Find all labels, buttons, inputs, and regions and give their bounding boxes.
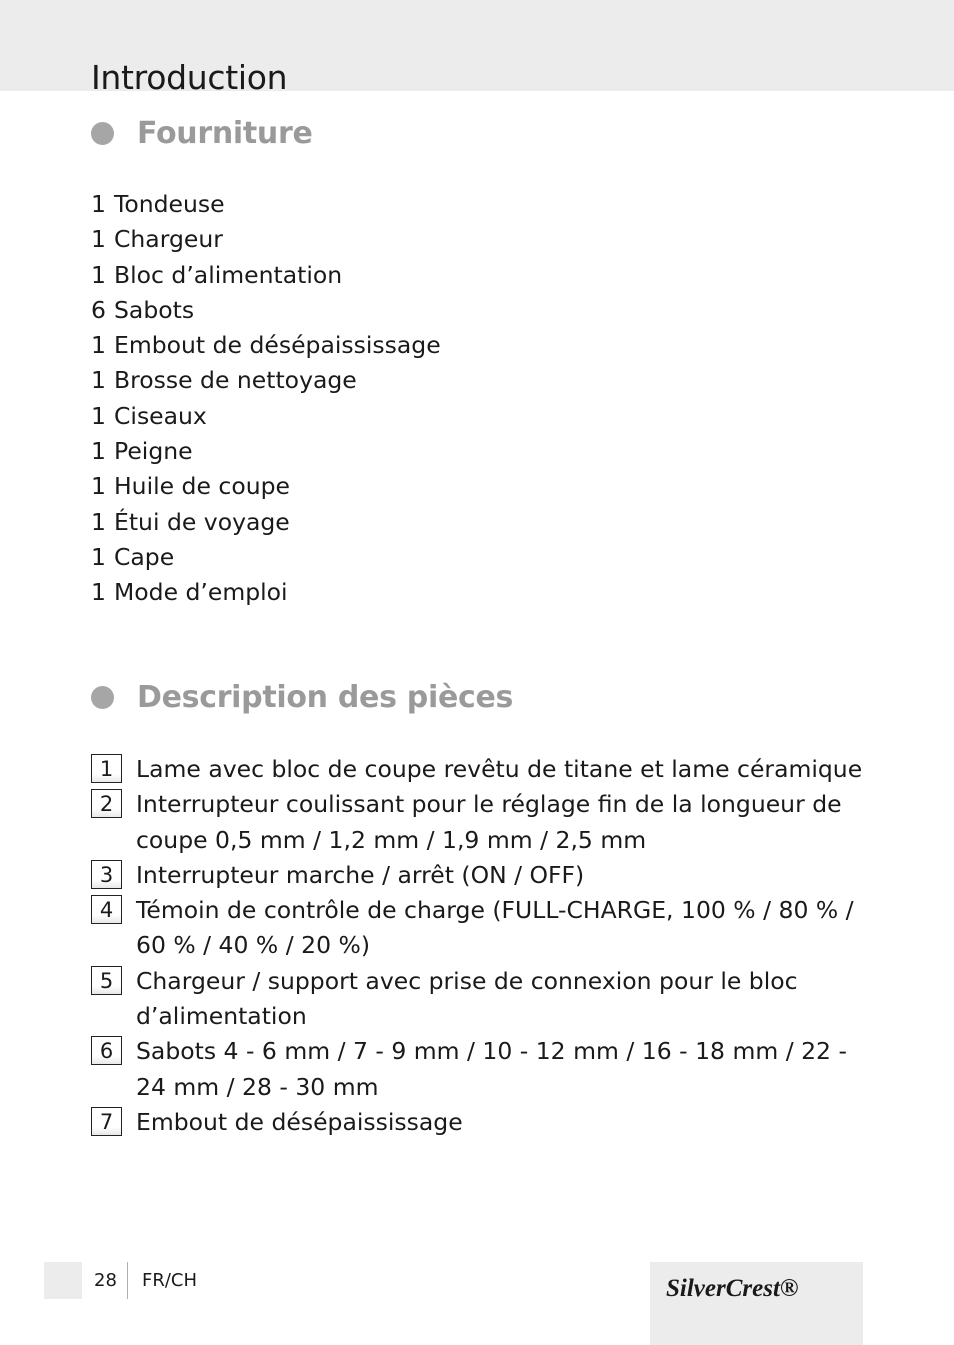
- parts-list: [91, 752, 881, 1140]
- list-item: [91, 258, 441, 293]
- part-item: [91, 893, 881, 964]
- item-quantity: 6: [91, 295, 106, 324]
- part-item: [91, 1105, 881, 1140]
- item-label: Huile de coupe: [114, 472, 290, 501]
- part-description: Sabots 4 - 6 mm / 7 - 9 mm / 10 - 12 mm / 16 - 18 mm / 22 - 24 mm / 28 - 30 mm: [136, 1037, 847, 1101]
- section-heading-supplies: [91, 113, 313, 153]
- part-number-box: 7: [91, 1107, 122, 1136]
- part-description: Chargeur / support avec prise de connexion pour le bloc d’alimentation: [136, 966, 798, 1031]
- section-heading-text: Fourniture: [137, 115, 313, 151]
- item-quantity: 1: [91, 190, 106, 218]
- list-item: [91, 222, 441, 257]
- item-quantity: 1: [91, 366, 106, 395]
- item-label: Mode d’emploi: [114, 578, 288, 607]
- item-label: Cape: [114, 542, 175, 571]
- part-number-box: 3: [91, 860, 122, 889]
- list-item: [91, 540, 441, 575]
- page-number: 28: [94, 1270, 117, 1291]
- bullet-dot-icon: [91, 122, 114, 145]
- list-item: [91, 187, 441, 222]
- item-quantity: 1: [91, 472, 106, 501]
- part-item: [91, 858, 881, 893]
- item-label: Ciseaux: [114, 401, 207, 430]
- item-label: Chargeur: [114, 225, 223, 254]
- item-quantity: 1: [91, 542, 106, 571]
- part-description: Témoin de contrôle de charge (FULL-CHARGE, 100 % / 80 % / 60 % / 40 % / 20 %): [136, 896, 854, 960]
- item-quantity: 1: [91, 578, 106, 607]
- item-quantity: 1: [91, 225, 106, 254]
- footer-divider: [127, 1262, 128, 1299]
- part-number-box: 2: [91, 789, 122, 818]
- part-number-box: 5: [91, 966, 122, 995]
- item-quantity: 1: [91, 260, 106, 289]
- item-label: Tondeuse: [114, 190, 225, 218]
- part-description: Embout de désépaississage: [136, 1107, 463, 1136]
- list-item: [91, 293, 441, 328]
- part-item: [91, 964, 881, 1035]
- part-description: Interrupteur marche / arrêt (ON / OFF): [136, 860, 585, 889]
- item-label: Brosse de nettoyage: [114, 366, 357, 395]
- brand-logo: [650, 1262, 863, 1312]
- list-item: [91, 575, 441, 610]
- section-heading-parts: [91, 677, 513, 717]
- part-description: Interrupteur coulissant pour le réglage fin de la longueur de coupe 0,5 mm / 1,2 mm / 1,9 mm / 2,5 mm: [136, 790, 842, 854]
- item-quantity: 1: [91, 331, 106, 360]
- item-label: Embout de désépaississage: [114, 331, 441, 360]
- part-description: Lame avec bloc de coupe revêtu de titane et lame céramique: [136, 755, 863, 783]
- list-item: [91, 328, 441, 363]
- bullet-dot-icon: [91, 686, 114, 709]
- footer-tab: [44, 1262, 82, 1299]
- section-heading-text: Description des pièces: [137, 679, 514, 715]
- item-quantity: 1: [91, 507, 106, 536]
- part-item: [91, 1034, 881, 1105]
- item-label: Bloc d’alimentation: [114, 260, 343, 289]
- brand-logo-text: SilverCrest®: [666, 1275, 799, 1302]
- part-item: [91, 787, 881, 858]
- part-number-box: 6: [91, 1036, 122, 1065]
- part-number-box: 1: [91, 754, 122, 783]
- item-quantity: 1: [91, 437, 106, 466]
- list-item: [91, 434, 441, 469]
- page-title: Introduction: [91, 58, 288, 98]
- item-label: Peigne: [114, 437, 193, 466]
- brand-logo-box: [650, 1262, 863, 1345]
- supply-list: [91, 187, 441, 611]
- list-item: [91, 469, 441, 504]
- item-label: Sabots: [114, 295, 195, 324]
- item-label: Étui de voyage: [114, 507, 290, 536]
- list-item: [91, 399, 441, 434]
- list-item: [91, 505, 441, 540]
- item-quantity: 1: [91, 401, 106, 430]
- part-number-box: 4: [91, 895, 122, 924]
- language-code: FR/CH: [142, 1270, 198, 1291]
- part-item: [91, 752, 881, 787]
- list-item: [91, 363, 441, 398]
